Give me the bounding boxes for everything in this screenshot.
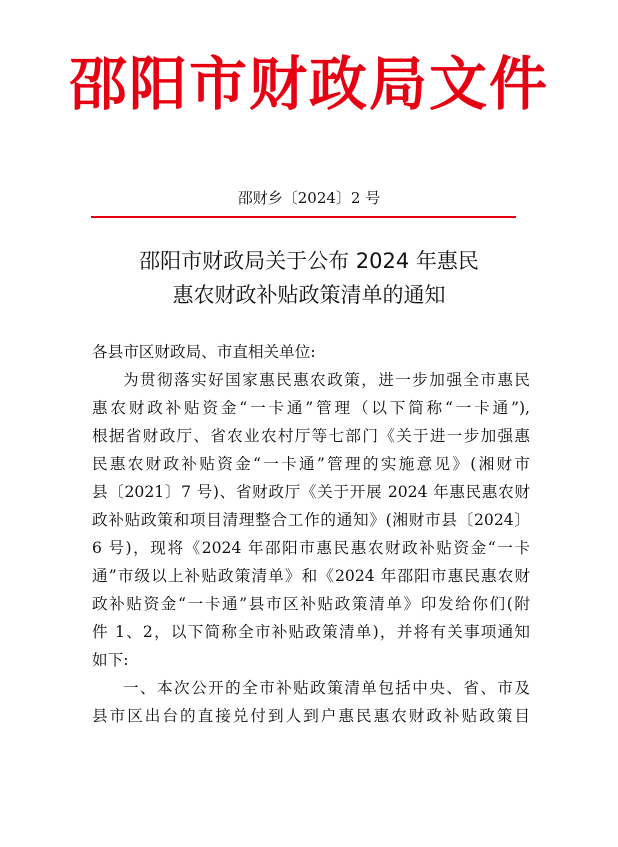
- masthead-title: 邵阳市财政局文件: [68, 50, 549, 118]
- paragraph-line: 件 1、2，以下简称全市补贴政策清单)，并将有关事项通知: [92, 623, 530, 641]
- paragraph-line: 县市区出台的直接兑付到人到户惠民惠农财政补贴政策目: [92, 707, 530, 725]
- paragraph-line: 政补贴政策和项目清理整合工作的通知》(湘财市县〔2024〕: [92, 511, 530, 529]
- paragraph-line: 6 号)，现将《2024 年邵阳市惠民惠农财政补贴资金“一卡: [92, 539, 530, 557]
- paragraph-line: 根据省财政厅、省农业农村厅等七部门《关于进一步加强惠: [92, 427, 530, 445]
- paragraph-1: [92, 366, 530, 674]
- paragraph-line: 通”市级以上补贴政策清单》和《2024 年邵阳市惠民惠农财: [92, 567, 530, 585]
- notice-title: [60, 244, 558, 312]
- document-number: 邵财乡〔2024〕2 号: [237, 189, 381, 207]
- paragraph-line: 一、本次公开的全市补贴政策清单包括中央、省、市及: [123, 679, 530, 697]
- paragraph-line: 县〔2021〕7 号)、省财政厅《关于开展 2024 年惠民惠农财: [92, 483, 530, 501]
- paragraph-line: 为贯彻落实好国家惠民惠农政策，进一步加强全市惠民: [123, 371, 530, 389]
- paragraph-2: [92, 674, 530, 730]
- notice-title-line-2: 惠农财政补贴政策清单的通知: [172, 283, 446, 307]
- notice-title-line-1: 邵阳市财政局关于公布 2024 年惠民: [139, 249, 479, 273]
- red-divider-line: [91, 216, 516, 218]
- paragraph-line: 如下:: [92, 651, 129, 669]
- paragraph-line: 惠农财政补贴资金“一卡通”管理（以下简称“一卡通”),: [92, 399, 530, 417]
- notice-body: [92, 338, 530, 730]
- paragraph-line: 民惠农财政补贴资金“一卡通”管理的实施意见》(湘财市: [92, 455, 530, 473]
- paragraph-line: 政补贴资金“一卡通”县市区补贴政策清单》印发给你们(附: [92, 595, 530, 613]
- salutation: 各县市区财政局、市直相关单位:: [92, 343, 316, 361]
